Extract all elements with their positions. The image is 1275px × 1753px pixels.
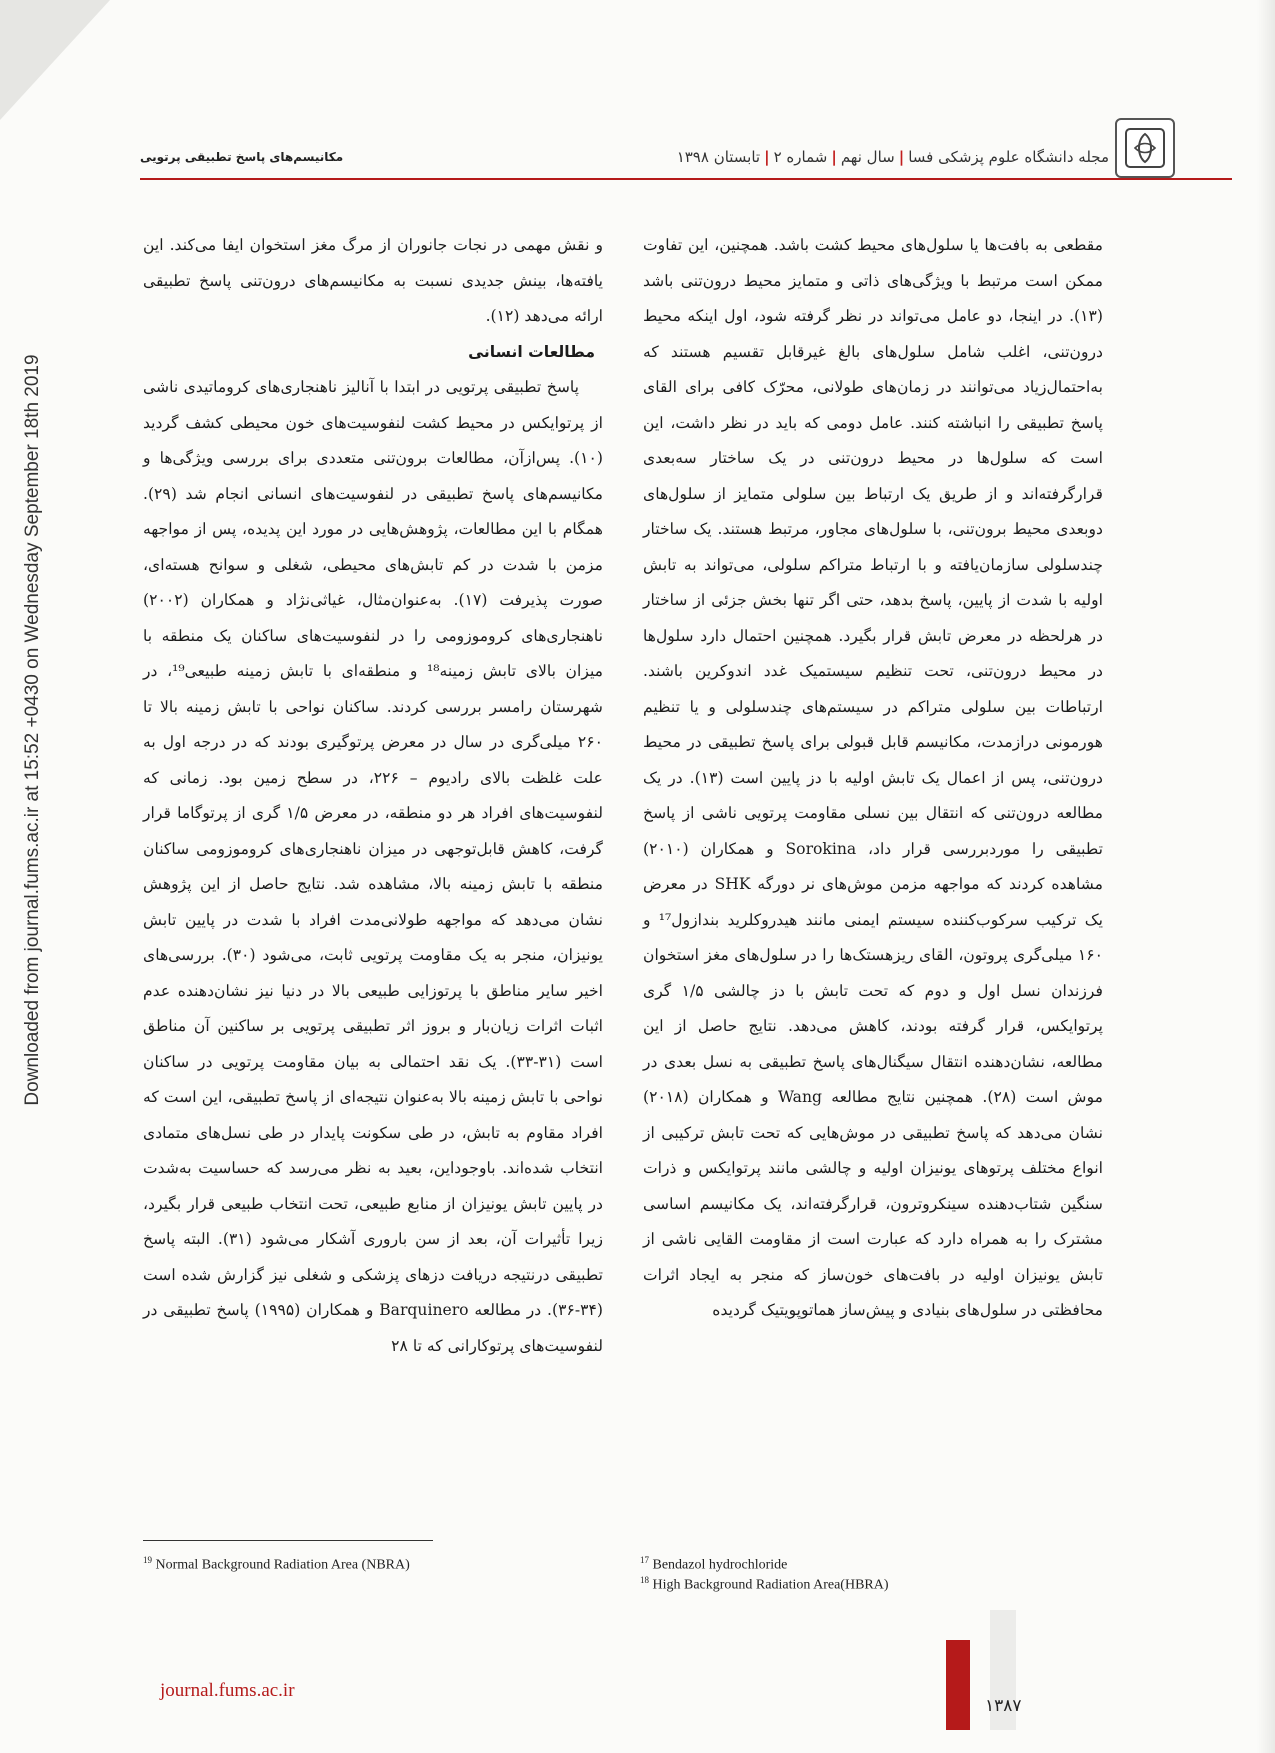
left-text-column — [143, 228, 603, 1364]
footnote-18-text: High Background Radiation Area(HBRA) — [652, 1577, 889, 1593]
footnote-19-text: Normal Background Radiation Area (NBRA) — [155, 1557, 410, 1573]
footer-url-link[interactable]: journal.fums.ac.ir — [160, 1680, 295, 1701]
section-heading: مطالعات انسانی — [468, 342, 595, 361]
page-header — [140, 140, 1175, 180]
journal-season: تابستان ۱۳۹۸ — [676, 148, 761, 166]
running-title: مکانیسم‌های پاسخ تطبیقی پرتویی — [140, 150, 344, 164]
right-text-column — [643, 228, 1103, 1329]
footer-accent-bar — [946, 1640, 970, 1730]
journal-info-line: مجله دانشگاه علوم پزشکی فسا|سال نهم|شماره ۲|تابستان ۱۳۹۸ — [676, 148, 1109, 166]
page-number: ۱۳۸۷ — [985, 1696, 1022, 1716]
footnote-divider — [143, 1540, 433, 1541]
left-column-paragraph-2: پاسخ تطبیقی پرتویی در ابتدا با آنالیز ناهنجاری‌های کروماتیدی ناشی از پرتوایکس در محیط کشت لنفوسیت‌های خون محیطی کشف گردید (۱۰). پس‌ازآن، مطالعات برون‌تنی متعددی برای بررسی ویژگی‌ها و مکانیسم‌های پاسخ تطبیقی در لنفوسیت‌های انسانی انجام شد (۲۹). همگام با این مطالعات، پژوهش‌هایی در مورد این پدیده، پس از مواجهه مزمن با شدت در کم تابش‌های محیطی، شغلی و سوانح هسته‌ای، صورت پذیرفت (۱۷). به‌عنوان‌مثال، غیاثی‌نژاد و همکاران (۲۰۰۲) ناهنجاری‌های کروموزومی را در لنفوسیت‌های ساکنان یک منطقه با میزان بالای تابش زمینه¹⁸ و منطقه‌ای با تابش زمینه طبیعی¹⁹، در شهرستان رامسر بررسی کردند. ساکنان نواحی با تابش زمینه بالا تا ۲۶۰ میلی‌گری در سال در معرض پرتوگیری بودند که در درجه اول به علت غلظت بالای رادیوم – ۲۲۶، در سطح زمین بود. زمانی که لنفوسیت‌های افراد هر دو منطقه، در معرض ۱/۵ گری از پرتوگاما قرار گرفت، کاهش قابل‌توجهی در میزان ناهنجاری‌های کروموزومی ساکنان منطقه با تابش زمینه بالا، مشاهده شد. نتایج حاصل از این پژوهش نشان می‌دهد که مواجهه طولانی‌مدت افراد با شدت در پایین تابش یونیزان، منجر به یک مقاومت پرتویی ثابت، می‌شود (۳۰). بررسی‌های اخیر سایر مناطق با پرتوزایی طبیعی بالا در دنیا نیز نشان‌دهنده عدم اثبات اثرات زیان‌بار و بروز اثر تطبیقی پرتویی بر ساکنین آن مناطق است (۳۱-۳۳). یک نقد احتمالی به بیان مقاومت پرتویی در ساکنان نواحی با تابش زمینه بالا به‌عنوان نتیجه‌ای از پاسخ تطبیقی، این است که افراد مقاوم به تابش، در طی سکونت پایدار در طی نسل‌های متمادی انتخاب شده‌اند. باوجوداین، بعید به نظر می‌رسد که حساسیت به‌شدت در پایین تابش یونیزان از منابع طبیعی، تحت انتخاب طبیعی قرار بگیرد، زیرا تأثیرات آن، بعد از سن باروری آشکار می‌شود (۳۱). البته پاسخ تطبیقی درنتیجه دریافت دزهای پزشکی و شغلی نیز گزارش شده است (۳۴-۳۶). در مطالعه Barquinero و همکاران (۱۹۹۵) پاسخ تطبیقی در لنفوسیت‌های پرتوکارانی که تا ۲۸ — [143, 378, 603, 1355]
footnote-17: $^{17}$ Bendazol hydrochloride — [640, 1555, 788, 1573]
journal-year: سال نهم — [840, 148, 895, 166]
page-edge-shadow — [1257, 0, 1275, 1753]
right-column-paragraph: مقطعی به بافت‌ها یا سلول‌های محیط کشت باشد. همچنین، این تفاوت ممکن است مرتبط با ویژگی‌های ذاتی و متمایز محیط درون‌تنی باشد (۱۳). در اینجا، دو عامل می‌تواند در نظر گرفته شود، اول اینکه محیط درون‌تنی، اغلب شامل سلول‌های بالغ غیرقابل تقسیم هستند که به‌احتمال‌زیاد می‌توانند در زمان‌های طولانی، محرّک کافی برای القای پاسخ تطبیقی را انباشته کنند. عامل دومی که باید در نظر داشت، این است که سلول‌ها در محیط درون‌تنی در یک ساختار سه‌بعدی قرارگرفته‌اند و از طریق یک ارتباط بین سلولی متمایز از سلول‌های دوبعدی محیط برون‌تنی، با سلول‌های مجاور، مرتبط هستند. یک ساختار چندسلولی سازمان‌یافته و با ارتباط متراکم سلولی، می‌تواند به تابش اولیه با شدت از پایین، پاسخ بدهد، حتی اگر تنها بخش جزئی از ساختار در هرلحظه در معرض تابش قرار بگیرد. همچنین احتمال دارد سلول‌ها در محیط درون‌تنی، تحت تنظیم سیستمیک غدد اندوکرین باشند. ارتباطات بین سلولی متراکم در سیستم‌های چندسلولی و یا تنظیم هورمونی درازمدت، مکانیسم قابل قبولی برای پاسخ تطبیقی در محیط درون‌تنی، پس از اعمال یک تابش اولیه با دز پایین است (۱۳). در یک مطالعه درون‌تنی که انتقال بین نسلی مقاومت پرتویی ناشی از پاسخ تطبیقی را موردبررسی قرار داد، Sorokina و همکاران (۲۰۱۰) مشاهده کردند که مواجهه مزمن موش‌های نر دورگه SHK در معرض یک ترکیب سرکوب‌کننده سیستم ایمنی مانند هیدروکلرید بندازول¹⁷ و ۱۶۰ میلی‌گری پروتون، القای ریزهستک‌ها را در سلول‌های مغز استخوان فرزندان نسل اول و دوم که تحت تابش با دز چالشی ۱/۵ گری پرتوایکس، قرار گرفته بودند، کاهش می‌دهد. نتایج حاصل از این مطالعه، نشان‌دهنده انتقال سیگنال‌های پاسخ تطبیقی به نسل بعدی در موش است (۲۸). همچنین نتایج مطالعه Wang و همکاران (۲۰۱۸) نشان می‌دهد که پاسخ تطبیقی در موش‌هایی که تحت تابش ترکیبی از انواع مختلف پرتوهای یونیزان اولیه و چالشی مانند پرتوایکس و ذرات سنگین شتاب‌دهنده سینکروترون، قرارگرفته‌اند، یک مکانیسم اساسی مشترک را به همراه دارد که عبارت است از مقاومت القایی ناشی از تابش یونیزان اولیه در بافت‌های خون‌ساز که منجر به ایجاد اثرات محافظتی در سلول‌های بنیادی و پیش‌ساز هماتوپویتیک گردیده — [643, 236, 1104, 1319]
download-stamp-text: Downloaded from journal.fums.ac.ir at 15:52 +0430 on Wednesday September 18th 2019 — [22, 354, 43, 1106]
download-stamp — [18, 330, 48, 1130]
footnote-18: $^{18}$ High Background Radiation Area(HBRA) — [640, 1575, 889, 1593]
footnote-17-text: Bendazol hydrochloride — [652, 1557, 788, 1573]
header-divider — [140, 178, 1232, 180]
journal-logo-icon — [1115, 118, 1175, 178]
left-column-paragraph-1: و نقش مهمی در نجات جانوران از مرگ مغز استخوان ایفا می‌کند. این یافته‌ها، بینش جدیدی نسبت به مکانیسم‌های درون‌تنی پاسخ تطبیقی ارائه می‌دهد (۱۲). — [143, 236, 603, 325]
journal-name: مجله دانشگاه علوم پزشکی فسا — [908, 148, 1109, 166]
journal-issue: شماره ۲ — [773, 148, 828, 166]
footnote-19: $^{19}$ Normal Background Radiation Area (NBRA) — [143, 1555, 410, 1573]
page-corner-fold — [0, 0, 110, 120]
